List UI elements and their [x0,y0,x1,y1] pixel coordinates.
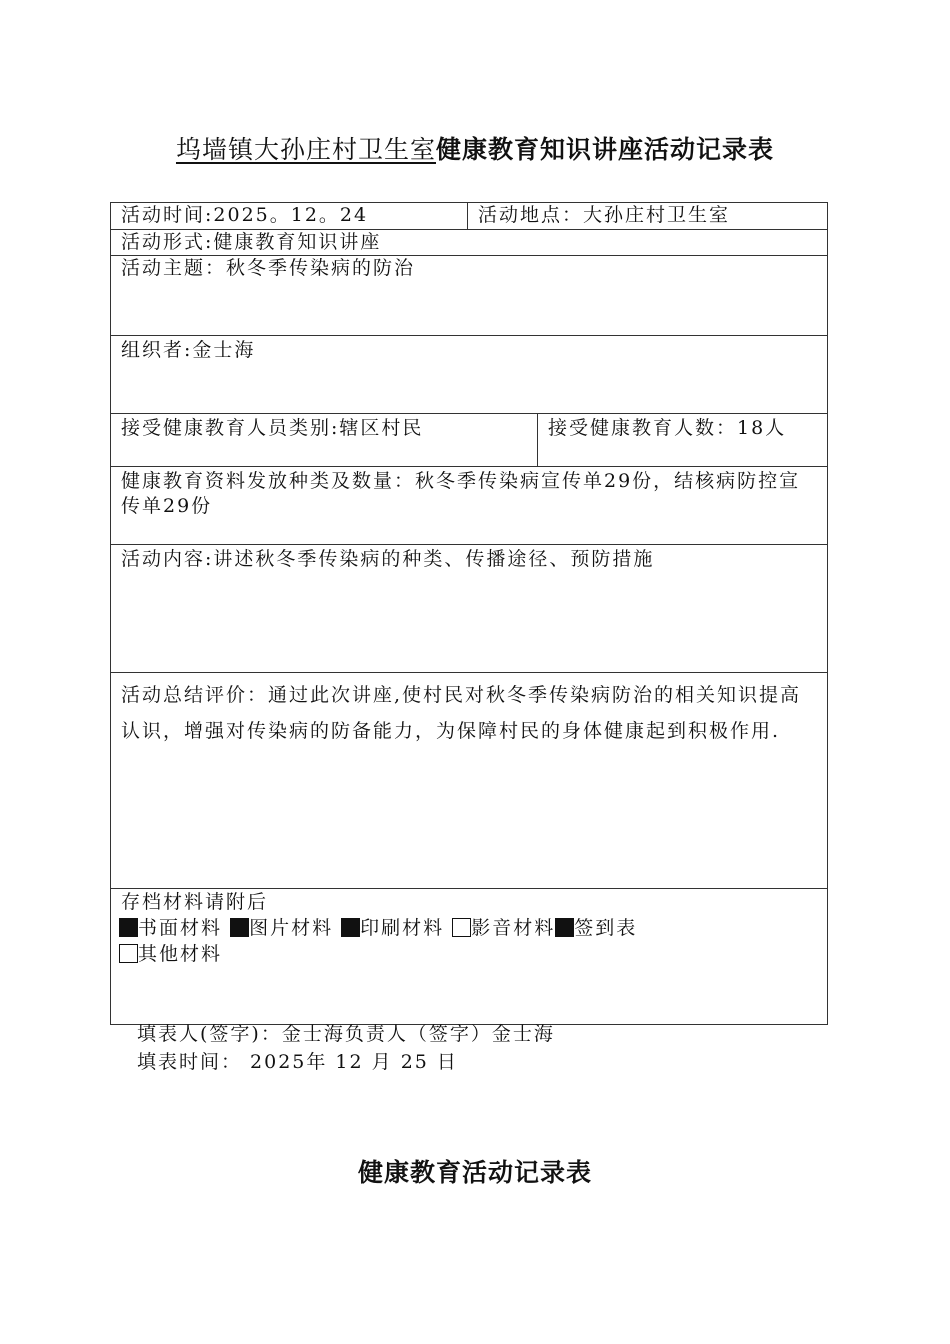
attachment-printed[interactable]: 印刷材料 [341,917,444,939]
row-materials [111,466,827,544]
activity-theme: 活动主题：秋冬季传染病的防治 [121,257,416,279]
row-format [111,229,827,255]
activity-time: 活动时间:2025。12。24 [121,204,369,226]
attachments-checklist-2 [111,941,827,967]
attachment-other[interactable]: 其他材料 [119,943,222,965]
activity-place: 活动地点：大孙庄村卫生室 [467,203,827,229]
checkbox-icon [230,918,249,937]
form-footer [137,1020,555,1076]
next-page-title: 健康教育活动记录表 [357,1158,592,1187]
attachment-audiovisual[interactable]: 影音材料 [452,917,555,939]
row-content [111,544,827,672]
attachment-pictures[interactable]: 图片材料 [230,917,333,939]
audience-count: 接受健康教育人数：18人 [537,414,827,466]
activity-content: 活动内容:讲述秋冬季传染病的种类、传播途径、预防措施 [121,548,655,570]
record-table [110,202,828,1025]
row-organizer [111,335,827,413]
materials-distributed: 健康教育资料发放种类及数量：秋冬季传染病宣传单29份，结核病防控宣传单29份 [121,470,801,517]
row-attachments [111,888,827,1024]
checkbox-icon [119,944,138,963]
row-audience [111,413,827,466]
row-theme [111,255,827,335]
row-summary [111,672,827,888]
fill-date: 填表时间： 2025年 12 月 25 日 [137,1051,458,1073]
attachments-label: 存档材料请附后 [121,891,269,913]
attachment-written[interactable]: 书面材料 [119,917,222,939]
title-form-name: 健康教育知识讲座活动记录表 [436,135,775,164]
checkbox-icon [119,918,138,937]
checkbox-icon [452,918,471,937]
activity-summary: 活动总结评价：通过此次讲座,使村民对秋冬季传染病防治的相关知识提高认识，增强对传染病的防备能力，为保障村民的身体健康起到积极作用. [121,684,802,742]
checkbox-icon [555,918,574,937]
activity-format: 活动形式:健康教育知识讲座 [121,231,382,253]
document-title [0,130,950,170]
organizer: 组织者:金士海 [121,339,256,361]
attachment-signin[interactable]: 签到表 [555,917,637,939]
attachments-checklist [111,915,827,941]
audience-type: 接受健康教育人员类别:辖区村民 [121,417,424,439]
signer-line: 填表人(签字)：金士海负责人（签字）金士海 [137,1023,555,1045]
checkbox-icon [341,918,360,937]
title-clinic-name: 坞墙镇大孙庄村卫生室 [175,135,436,164]
row-time-place [111,203,827,229]
